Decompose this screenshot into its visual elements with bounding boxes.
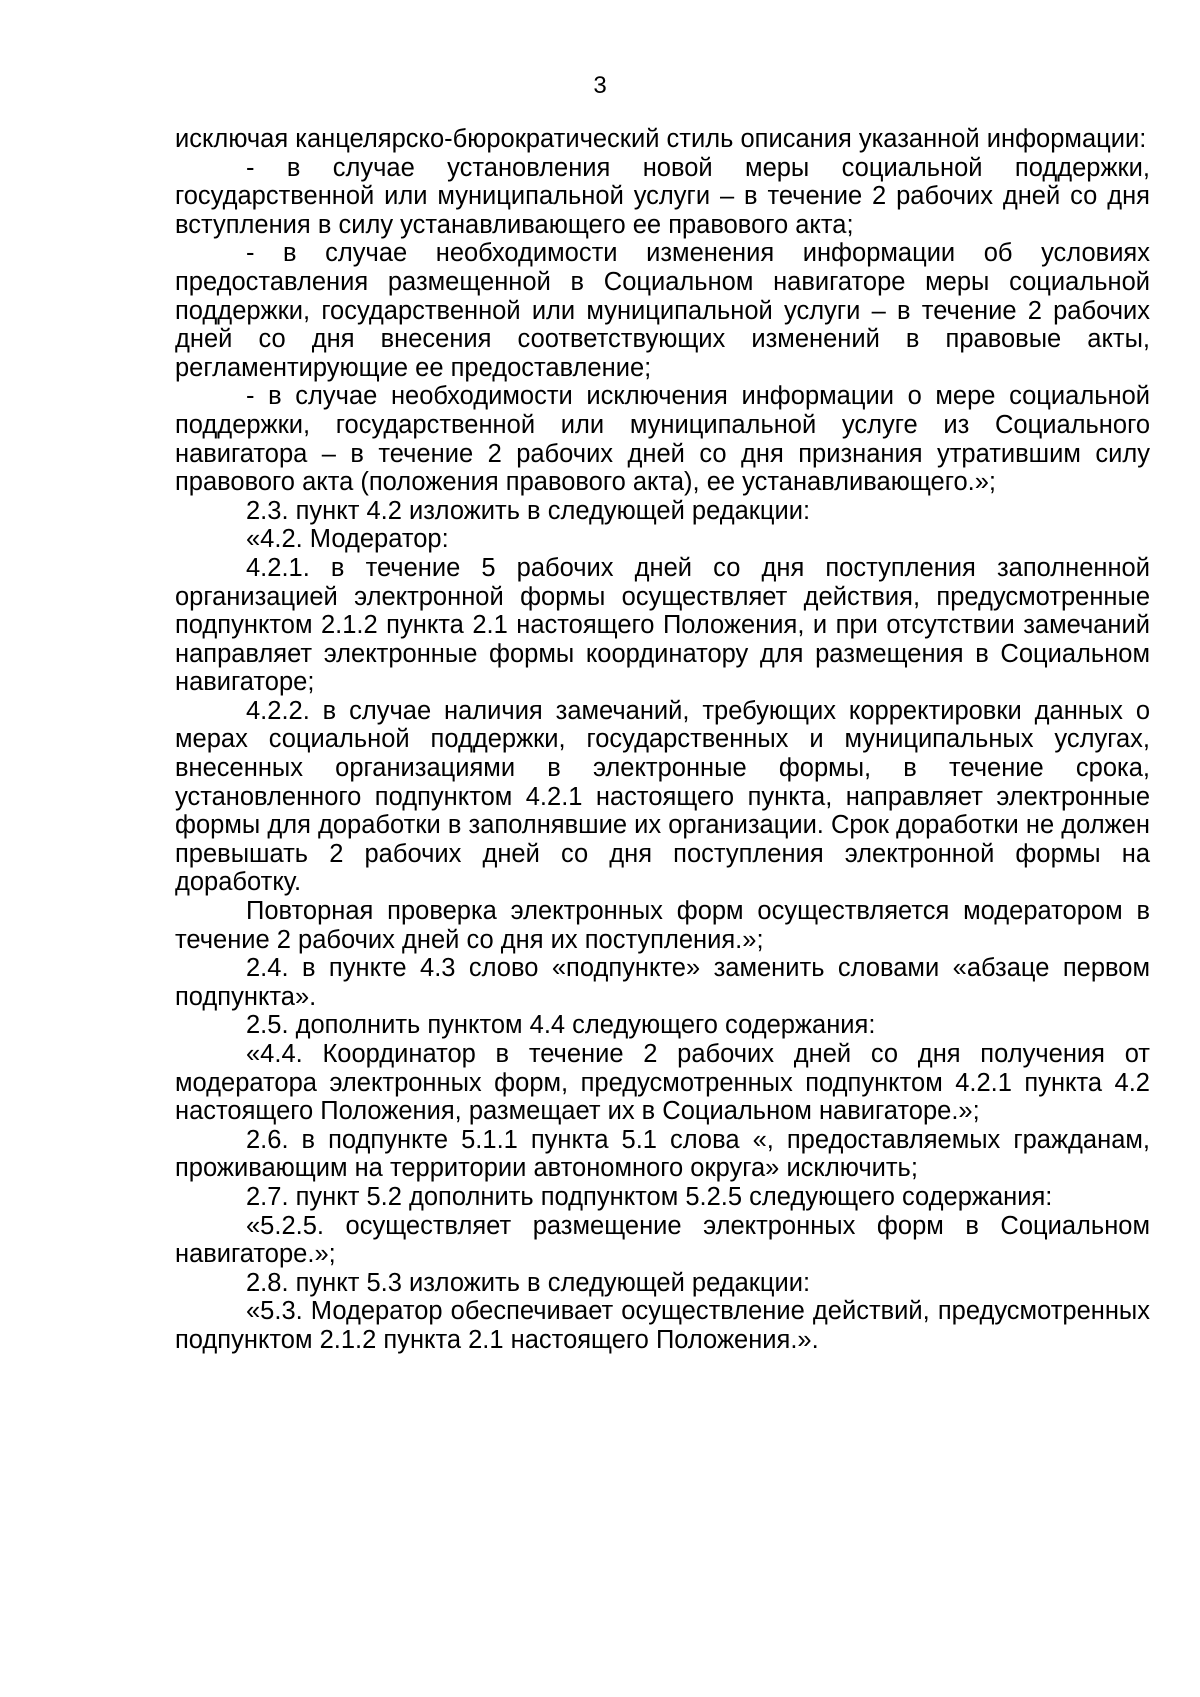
paragraph: Повторная проверка электронных форм осуществляется модератором в течение 2 рабочих дней со дня их поступления.»;	[175, 897, 1150, 954]
paragraph: «4.4. Координатор в течение 2 рабочих дней со дня получения от модератора электронных форм, предусмотренных подпунктом 4.2.1 пункта 4.2 настоящего Положения, размещает их в Социальном навигаторе.»;	[175, 1040, 1150, 1126]
paragraph: 2.8. пункт 5.3 изложить в следующей редакции:	[246, 1268, 811, 1297]
paragraph: 2.4. в пункте 4.3 слово «подпункте» заменить словами «абзаце первом подпункта».	[175, 954, 1150, 1011]
paragraph: 4.2.1. в течение 5 рабочих дней со дня поступления заполненной организацией электронной формы осуществляет действия, предусмотренные подпунктом 2.1.2 пункта 2.1 настоящего Положения, и при отсутствии замечаний направляет электронные формы координатору для размещения в Социальном навигаторе;	[175, 553, 1150, 697]
paragraph: 2.3. пункт 4.2 изложить в следующей редакции:	[246, 496, 811, 525]
paragraph: 2.6. в подпункте 5.1.1 пункта 5.1 слова «, предоставляемых гражданам, проживающим на территории автономного округа» исключить;	[175, 1125, 1150, 1183]
paragraph: «5.2.5. осуществляет размещение электронных форм в Социальном навигаторе.»;	[175, 1211, 1150, 1269]
paragraph: - в случае необходимости изменения информации об условиях предоставления размещенной в Социальном навигаторе меры социальной поддержки, государственной или муниципальной услуги – в течение 2 рабочих дней со дня внесения соответствующих изменений в правовые акты, регламентирующие ее предоставление;	[175, 239, 1150, 382]
paragraph: 2.5. дополнить пунктом 4.4 следующего содержания:	[246, 1011, 876, 1040]
paragraph: - в случае установления новой меры социальной поддержки, государственной или муниципальной услуги – в течение 2 рабочих дней со дня вступления в силу устанавливающего ее правового акта;	[175, 153, 1150, 239]
paragraph: 4.2.2. в случае наличия замечаний, требующих корректировки данных о мерах социальной поддержки, государственных и муниципальных услугах, внесенных организациями в электронные формы, в течение срока, установленного подпунктом 4.2.1 настоящего пункта, направляет электронные формы для доработки в заполнявшие их организации. Срок доработки не должен превышать 2 рабочих дней со дня поступления электронной формы на доработку.	[175, 696, 1150, 897]
page-number: 3	[593, 72, 607, 99]
paragraph: «4.2. Модератор:	[246, 525, 449, 554]
paragraph: - в случае необходимости исключения информации о мере социальной поддержки, государственной или муниципальной услуге из Социального навигатора – в течение 2 рабочих дней со дня признания утратившим силу правового акта (положения правового акта), ее устанавливающего.»;	[175, 382, 1150, 497]
paragraph: «5.3. Модератор обеспечивает осуществление действий, предусмотренных подпунктом 2.1.2 пункта 2.1 настоящего Положения.».	[175, 1297, 1150, 1354]
paragraph: исключая канцелярско-бюрократический стиль описания указанной информации:	[175, 125, 1147, 153]
paragraph: 2.7. пункт 5.2 дополнить подпунктом 5.2.5 следующего содержания:	[246, 1182, 1053, 1211]
document-body	[175, 125, 1150, 1355]
